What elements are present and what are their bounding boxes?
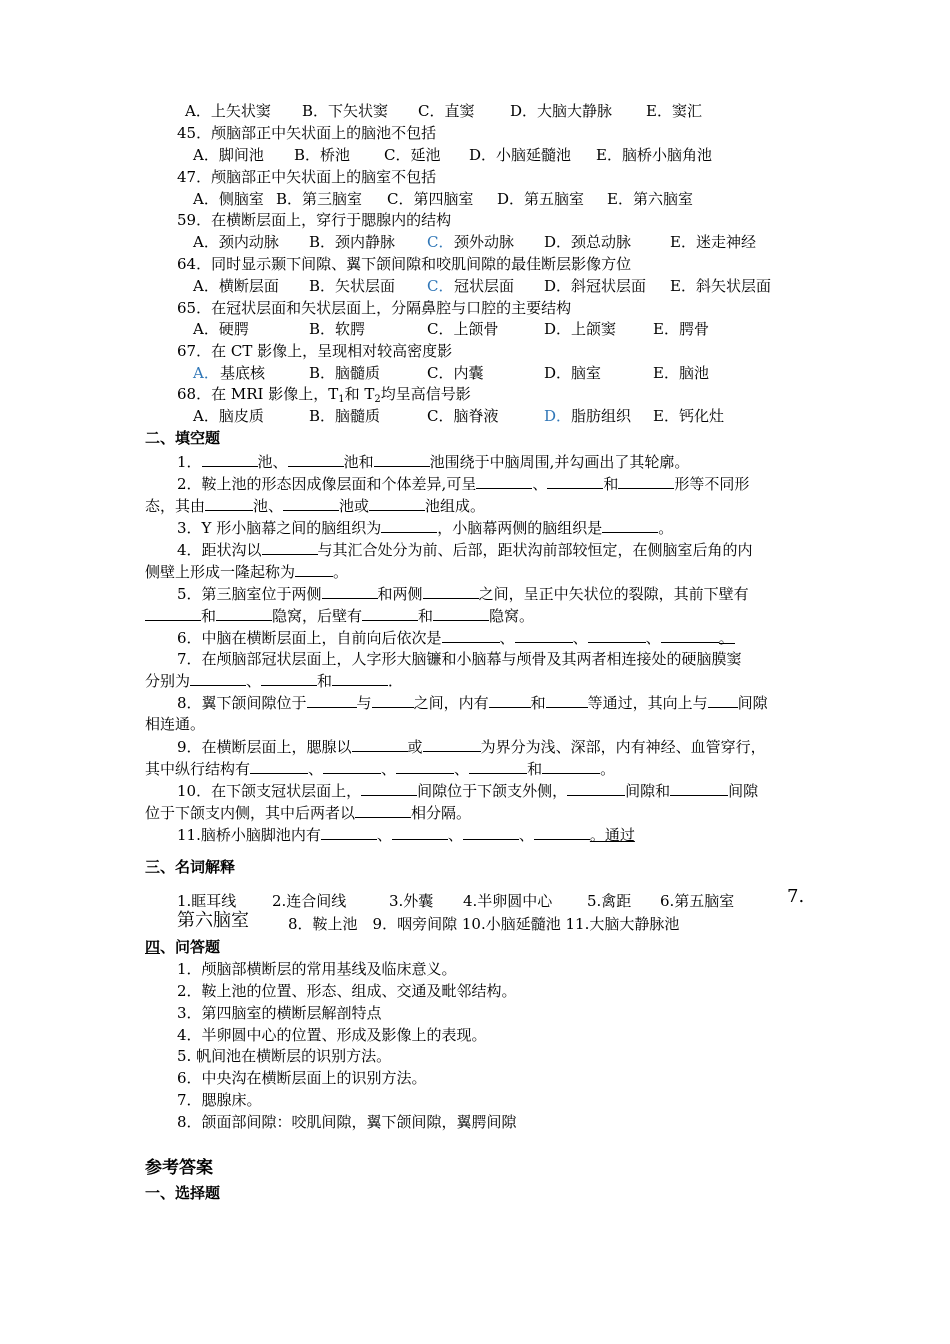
term-7-number: 7. xyxy=(787,886,805,907)
fill-item-5-cont: 和 隐窝，后壁有 和 隐窝。 xyxy=(145,605,534,626)
section-title-fill-in: 二、填空题 xyxy=(145,429,221,447)
term-7-text: 第六脑室 xyxy=(177,910,249,931)
option: A．硬腭 xyxy=(193,320,249,338)
answers-subtitle: 一、选择题 xyxy=(145,1184,221,1202)
fill-item-10: 10．在下颌支冠状层面上， 间隙位于下颌支外侧， 间隙和 间隙 xyxy=(177,782,759,800)
question-64: 64．同时显示颞下间隙、翼下颌间隙和咬肌间隙的最佳断层影像方位 xyxy=(177,255,632,273)
option: 基底核 xyxy=(220,364,266,382)
qa-item: 6．中央沟在横断层面上的识别方法。 xyxy=(177,1069,427,1087)
fill-item-10-cont: 位于下颌支内侧，其中后两者以 相分隔。 xyxy=(145,804,472,822)
fill-item-2-cont: 态，其由 池、 池或 池组成。 xyxy=(145,497,486,515)
option: D．大脑大静脉 xyxy=(510,102,613,120)
option: D．上颌窦 xyxy=(544,320,617,338)
option: B．软腭 xyxy=(309,320,366,338)
fill-item-9: 9．在横断层面上，腮腺以 或 为界分为浅、深部，内有神经、血管穿行， xyxy=(177,738,766,756)
option: E．窦汇 xyxy=(646,102,702,120)
fill-item-4-cont: 侧壁上形成一隆起称为 。 xyxy=(145,563,349,581)
fill-item-7: 7．在颅脑部冠状层面上，人字形大脑镰和小脑幕与颅骨及其两者相连接处的硬脑膜窦 xyxy=(177,650,742,668)
option: A．横断层面 xyxy=(193,277,279,295)
section-title-terms: 三、名词解释 xyxy=(145,858,236,876)
mcq-options-65 xyxy=(193,319,709,339)
option: E．第六脑室 xyxy=(607,190,693,208)
qa-item: 4．半卵圆中心的位置、形成及影像上的表现。 xyxy=(177,1026,487,1044)
option: 颈外动脉 xyxy=(454,233,515,251)
option: C．延池 xyxy=(384,146,441,164)
option: B．颈内静脉 xyxy=(309,233,396,251)
qa-item: 3．第四脑室的横断层解剖特点 xyxy=(177,1004,382,1022)
qa-item: 8．颌面部间隙：咬肌间隙，翼下颌间隙，翼腭间隙 xyxy=(177,1113,517,1131)
option: E．斜矢状层面 xyxy=(670,277,771,295)
option: B．第三脑室 xyxy=(276,190,363,208)
answers-title: 参考答案 xyxy=(145,1158,213,1178)
mcq-options-68 xyxy=(193,406,724,426)
option: D．斜冠状层面 xyxy=(544,277,647,295)
fill-item-9-cont: 其中纵行结构有 、 、 、 和 。 xyxy=(145,760,616,778)
option: E．脑池 xyxy=(653,364,709,382)
option: 冠状层面 xyxy=(454,277,515,295)
option: 脂肪组织 xyxy=(571,407,632,425)
fill-item-5: 5．第三脑室位于两侧 和两侧 之间，呈正中矢状位的裂隙，其前下壁有 xyxy=(177,585,749,603)
mcq-options-64 xyxy=(193,276,771,296)
option: A．上矢状窦 xyxy=(185,102,271,120)
term: 2.连合间线 xyxy=(272,892,347,910)
option: B．脑髓质 xyxy=(309,407,381,425)
qa-item: 7．腮腺床。 xyxy=(177,1091,262,1109)
mcq-options-47 xyxy=(193,189,693,209)
option: C．脑脊液 xyxy=(427,407,499,425)
fill-item-11: 11.脑桥小脑脚池内有 、 、 、 。通过 xyxy=(177,826,635,844)
option: D．第五脑室 xyxy=(497,190,585,208)
option: D．颈总动脉 xyxy=(544,233,632,251)
qa-item: 5. 帆间池在横断层的识别方法。 xyxy=(177,1047,392,1065)
mcq-options-45 xyxy=(193,145,712,165)
fill-item-8-cont: 相连通。 xyxy=(145,715,206,733)
option: C．内囊 xyxy=(427,364,484,382)
terms-line-2: 8．鞍上池 9．咽旁间隙 10.小脑延髓池 11.大脑大静脉池 xyxy=(288,915,680,933)
option-letter-highlight: D． xyxy=(544,407,572,425)
option: A．脚间池 xyxy=(193,146,264,164)
option: A．颈内动脉 xyxy=(193,233,279,251)
section-title-qa: 四、问答题 xyxy=(145,938,221,956)
question-67: 67．在 CT 影像上，呈现相对较高密度影 xyxy=(177,342,453,360)
fill-item-3: 3．Y 形小脑幕之间的脑组织为 ，小脑幕两侧的脑组织是 。 xyxy=(177,519,674,537)
option: B．脑髓质 xyxy=(309,364,381,382)
option: D．脑室 xyxy=(544,364,602,382)
fill-item-7-cont: 分别为 、 和 ． xyxy=(145,672,404,690)
terms-line-1 xyxy=(177,891,734,911)
option-letter-highlight: C． xyxy=(427,233,454,251)
fill-item-8: 8．翼下颌间隙位于 与 之间，内有 和 等通过，其向上与 间隙 xyxy=(177,694,768,712)
option: C．第四脑室 xyxy=(387,190,474,208)
qa-item: 2．鞍上池的位置、形态、组成、交通及毗邻结构。 xyxy=(177,982,517,1000)
option: A．侧脑室 xyxy=(193,190,264,208)
option: C．直窦 xyxy=(418,102,475,120)
question-45: 45．颅脑部正中矢状面上的脑池不包括 xyxy=(177,124,437,142)
question-65: 65．在冠状层面和矢状层面上，分隔鼻腔与口腔的主要结构 xyxy=(177,299,572,317)
option: E．钙化灶 xyxy=(653,407,724,425)
term: 4.半卵圆中心 xyxy=(463,892,553,910)
option: E．迷走神经 xyxy=(670,233,756,251)
fill-item-1: 1． 池、 池和 池围绕于中脑周围,并勾画出了其轮廓。 xyxy=(177,453,690,471)
option-letter-highlight: C． xyxy=(427,277,454,295)
option: E．腭骨 xyxy=(653,320,709,338)
mcq-options-67 xyxy=(193,363,709,383)
term: 3.外囊 xyxy=(389,892,434,910)
mcq-options-59 xyxy=(193,232,756,252)
question-47: 47．颅脑部正中矢状面上的脑室不包括 xyxy=(177,168,437,186)
option: B．桥池 xyxy=(294,146,351,164)
qa-item: 1．颅脑部横断层的常用基线及临床意义。 xyxy=(177,960,457,978)
fill-item-6: 6．中脑在横断层面上，自前向后依次是 、 、 、 。 xyxy=(177,629,734,647)
term: 1.眶耳线 xyxy=(177,892,237,910)
term: 5.禽距 xyxy=(587,892,632,910)
term: 6.第五脑室 xyxy=(660,892,735,910)
question-59: 59．在横断层面上，穿行于腮腺内的结构 xyxy=(177,211,452,229)
option: B．下矢状窦 xyxy=(302,102,389,120)
mcq-options-44 xyxy=(185,101,702,121)
fill-item-4: 4．距状沟以 与其汇合处分为前、后部，距状沟前部较恒定，在侧脑室后角的内 xyxy=(177,541,753,559)
fill-item-2: 2．鞍上池的形态因成像层面和个体差异,可呈 、 和 形等不同形 xyxy=(177,475,750,493)
question-68: 68．在 MRI 影像上，$T_1$和 $T_2$均呈高信号影 xyxy=(177,385,471,405)
option: D．小脑延髓池 xyxy=(469,146,572,164)
option: A．脑皮质 xyxy=(193,407,264,425)
option: E．脑桥小脑角池 xyxy=(596,146,712,164)
option: C．上颌骨 xyxy=(427,320,499,338)
option: B．矢状层面 xyxy=(309,277,396,295)
option-letter-highlight: A． xyxy=(193,364,219,382)
